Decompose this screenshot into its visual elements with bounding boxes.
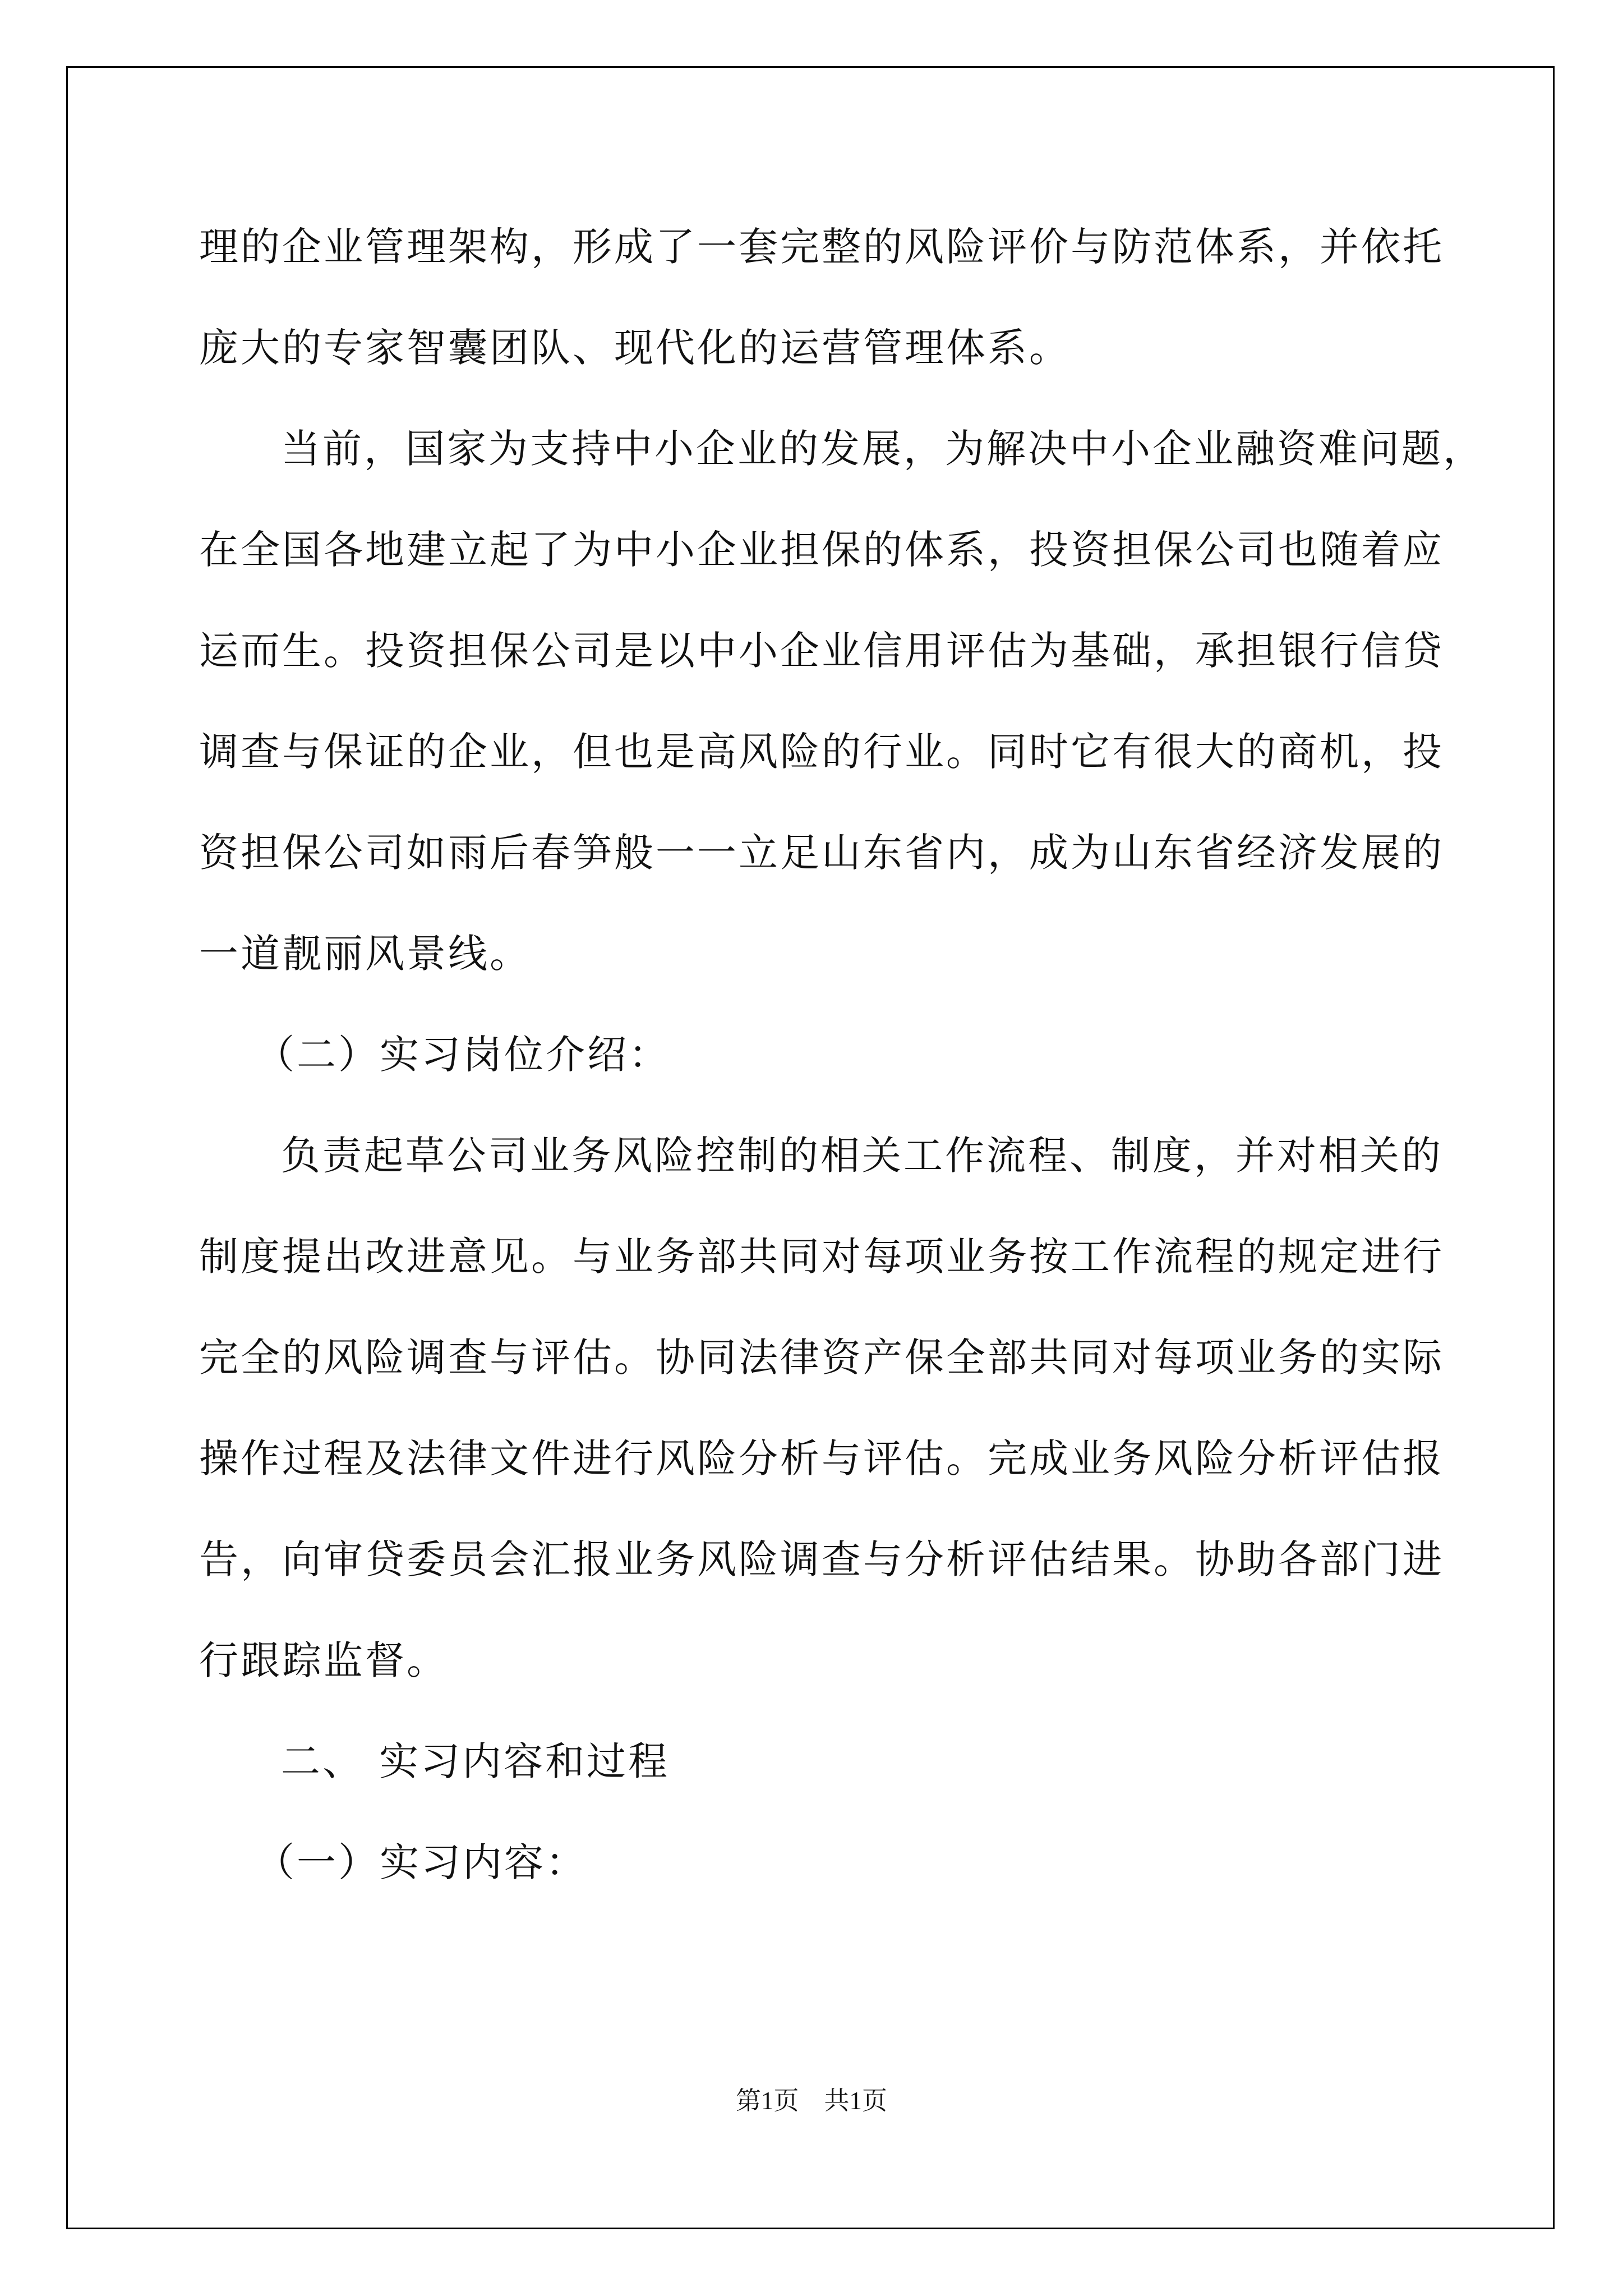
paragraph-line: 完全的风险调查与评估。协同法律资产保全部共同对每项业务的实际: [199, 1335, 1444, 1381]
page-footer: 第1页 共1页: [735, 2087, 887, 2115]
subsection-heading: （一）实习内容：: [255, 1839, 587, 1885]
subsection-heading: （二）实习岗位介绍：: [255, 1032, 670, 1078]
section-number: 二、: [281, 1738, 364, 1784]
paragraph-line: 操作过程及法律文件进行风险分析与评估。完成业务风险分析评估报: [199, 1435, 1444, 1481]
paragraph-line: 制度提出改进意见。与业务部共同对每项业务按工作流程的规定进行: [199, 1234, 1444, 1280]
paragraph-line: 当前，国家为支持中小企业的发展，为解决中小企业融资难问题，: [281, 426, 1484, 472]
document-body: [199, 213, 1484, 1930]
section-heading: [199, 1728, 1427, 1829]
paragraph-line: 运而生。投资担保公司是以中小企业信用评估为基础，承担银行信贷: [199, 628, 1444, 674]
section-title: 实习内容和过程: [379, 1738, 670, 1784]
paragraph-line: 资担保公司如雨后春笋般一一立足山东省内，成为山东省经济发展的: [199, 830, 1444, 876]
paragraph-line: 在全国各地建立起了为中小企业担保的体系，投资担保公司也随着应: [199, 527, 1444, 573]
paragraph-line: 告，向审贷委员会汇报业务风险调查与分析评估结果。协助各部门进: [199, 1536, 1444, 1582]
paragraph-line: 理的企业管理架构，形成了一套完整的风险评价与防范体系，并依托: [199, 224, 1444, 270]
paragraph-line: 庞大的专家智囊团队、现代化的运营管理体系。: [199, 325, 1071, 371]
paragraph-line: 负责起草公司业务风险控制的相关工作流程、制度，并对相关的: [281, 1133, 1443, 1179]
paragraph-line: 一道靓丽风景线。: [199, 931, 531, 977]
paragraph-line: 行跟踪监督。: [199, 1637, 448, 1683]
paragraph-line: 调查与保证的企业，但也是高风险的行业。同时它有很大的商机，投: [199, 729, 1444, 775]
